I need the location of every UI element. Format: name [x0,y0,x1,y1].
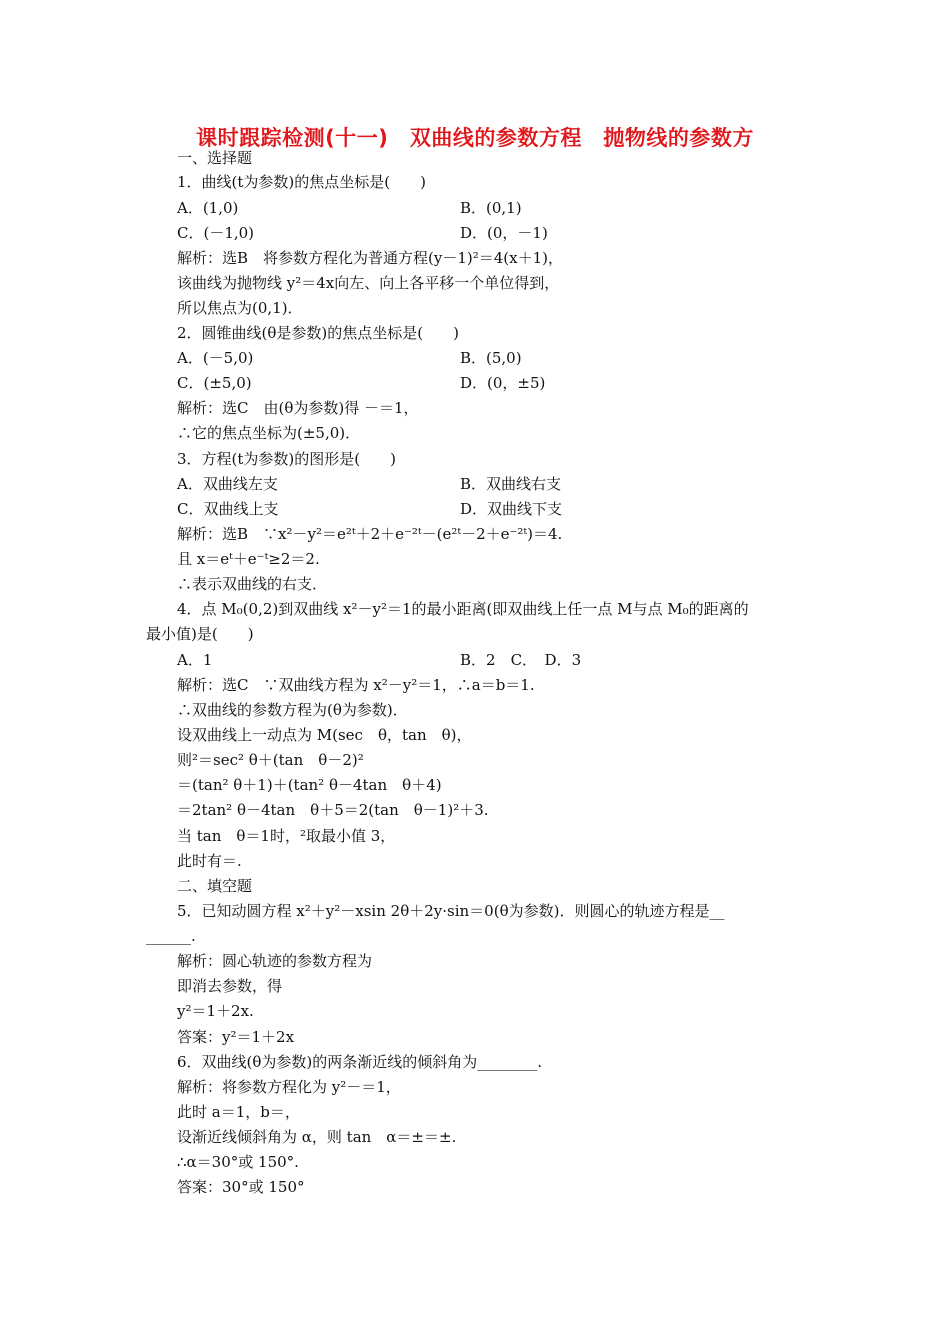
solution-line: ∴α＝30°或 150°. [177,1153,299,1171]
solution-line: 所以焦点为(0,1)． [177,299,303,317]
option-a: A．双曲线左支 [177,475,278,493]
question-4-continued: 最小值)是( ) [146,625,254,643]
question-4: 4．点 M₀(0,2)到双曲线 x²－y²＝1的最小距离(即双曲线上任一点 M与点 M₀的距离的 [177,600,749,618]
section-heading: 一、选择题 [177,149,253,167]
question-5: 5．已知动圆方程 x²＋y²－xsin 2θ＋2y·sin＝0(θ为参数)．则圆心的轨迹方程是__ [177,902,725,920]
solution-line: 解析：选B 将参数方程化为普通方程(y－1)²＝4(x＋1)， [177,249,564,267]
solution-line: 则²＝sec² θ＋(tan θ－2)² [177,751,364,769]
section-heading: 二、填空题 [177,877,253,895]
document-title: 课时跟踪检测(十一) 双曲线的参数方程 抛物线的参数方 [196,126,754,150]
solution-line: 解析：选B ∵x²－y²＝e²ᵗ＋2＋e⁻²ᵗ－(e²ᵗ－2＋e⁻²ᵗ)＝4. [177,525,563,543]
solution-line: 该曲线为抛物线 y²＝4x向左、向上各平移一个单位得到， [177,274,560,292]
solution-line: 解析：选C ∵双曲线方程为 x²－y²＝1，∴a＝b＝1. [177,676,535,694]
solution-line: ∴它的焦点坐标为(±5,0)． [177,424,361,442]
question-1: 1．曲线(t为参数)的焦点坐标是( ) [177,173,426,191]
option-a: A．1 [177,651,213,669]
option-b: B．(5,0) [460,349,522,367]
option-d: D．(0，－1) [460,224,548,242]
option-b: B．双曲线右支 [460,475,562,493]
option-c: C．(－1,0) [177,224,255,242]
solution-line: 当 tan θ＝1时，²取最小值 3， [177,827,396,845]
answer-line: 答案：30°或 150° [177,1178,305,1196]
solution-line: 解析：圆心轨迹的参数方程为 [177,952,373,970]
option-bcd: B．2 C． D．3 [460,651,582,669]
option-b: B．(0,1) [460,199,522,217]
option-c: C．双曲线上支 [177,500,279,518]
answer-blank: ______. [146,927,196,945]
option-a: A．(－5,0) [177,349,254,367]
solution-line: 即消去参数，得 [177,977,283,995]
solution-line: ＝2tan² θ－4tan θ＋5＝2(tan θ－1)²＋3. [177,801,489,819]
solution-line: 此时 a＝1，b＝， [177,1103,300,1121]
solution-line: ∴双曲线的参数方程为(θ为参数)． [177,701,408,719]
option-d: D．(0，±5) [460,374,546,392]
option-d: D．双曲线下支 [460,500,563,518]
option-a: A．(1,0) [177,199,239,217]
question-3: 3．方程(t为参数)的图形是( ) [177,450,396,468]
option-c: C．(±5,0) [177,374,252,392]
solution-line: 且 x＝eᵗ＋e⁻ᵗ≥2＝2. [177,550,320,568]
solution-line: 设渐近线倾斜角为 α，则 tan α＝±＝±. [177,1128,457,1146]
question-6: 6．双曲线(θ为参数)的两条渐近线的倾斜角为________. [177,1053,543,1071]
question-2: 2．圆锥曲线(θ是参数)的焦点坐标是( ) [177,324,459,342]
solution-line: 解析：选C 由(θ为参数)得 －＝1， [177,399,419,417]
solution-line: ＝(tan² θ＋1)＋(tan² θ－4tan θ＋4) [177,776,442,794]
solution-line: 此时有＝. [177,852,242,870]
answer-line: 答案：y²＝1＋2x [177,1028,295,1046]
solution-line: 设双曲线上一动点为 M(sec θ，tan θ)， [177,726,472,744]
solution-line: 解析：将参数方程化为 y²－＝1， [177,1078,401,1096]
solution-line: y²＝1＋2x. [177,1002,254,1020]
solution-line: ∴表示双曲线的右支． [177,575,328,593]
